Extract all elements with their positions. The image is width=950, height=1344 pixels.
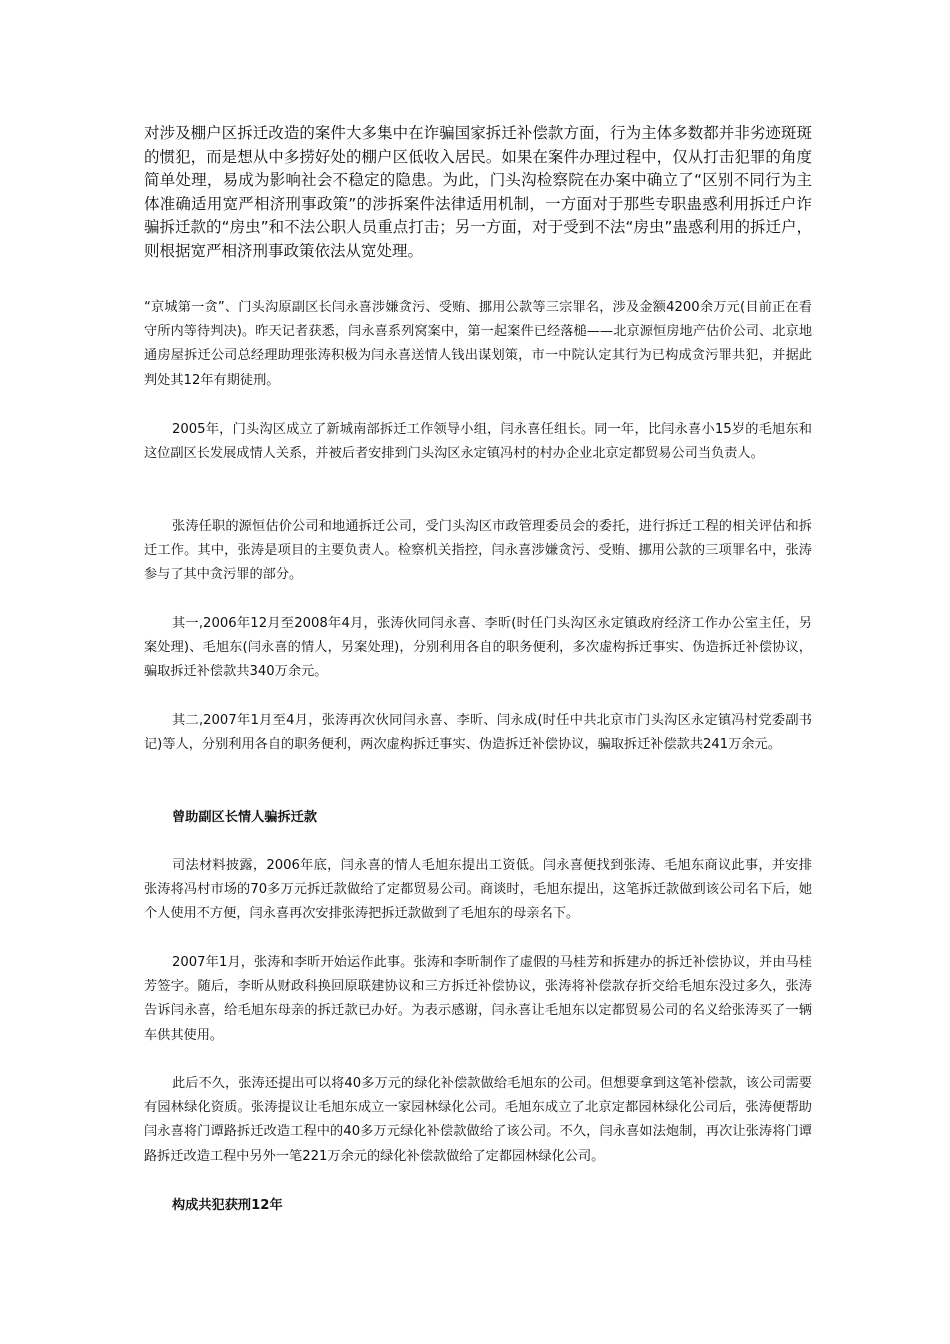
paragraph-january-2007: 2007年1月，张涛和李昕开始运作此事。张涛和李昕制作了虚假的马桂芳和拆建办的拆迁补偿协议，并由马桂芳签字。随后，李昕从财政科换回原联建协议和三方拆迁补偿协议，张涛将补偿款存折交给毛旭东没过多久，张涛告诉闫永喜，给毛旭东母亲的拆迁款已办好。为表示感谢，闫永喜让毛旭东以定都贸易公司的名义给张涛买了一辆车供其使用。 <box>144 955 812 1043</box>
paragraph-background-2005: 2005年，门头沟区成立了新城南部拆迁工作领导小组，闫永喜任组长。同一年，比闫永喜小15岁的毛旭东和这位副区长发展成情人关系，并被后者安排到门头沟区永定镇冯村的村办企业北京定都贸易公司当负责人。 <box>144 422 812 462</box>
paragraph-judicial-materials: 司法材料披露，2006年底，闫永喜的情人毛旭东提出工资低。闫永喜便找到张涛、毛旭东商议此事，并安排张涛将冯村市场的70多万元拆迁款做给了定都贸易公司。商谈时，毛旭东提出，这笔拆迁款做到该公司名下后，她个人使用不方便，闫永喜再次安排张涛把拆迁款做到了毛旭东的母亲名下。 <box>144 858 812 922</box>
paragraph-zhang-tao-role: 张涛任职的源恒估价公司和地通拆迁公司，受门头沟区市政管理委员会的委托，进行拆迁工程的相关评估和拆迁工作。其中，张涛是项目的主要负责人。检察机关指控，闫永喜涉嫌贪污、受贿、挪用公款的三项罪名中，张涛参与了其中贪污罪的部分。 <box>144 519 812 583</box>
section-heading-mistress-fraud: 曾助副区长情人骗拆迁款 <box>172 810 318 825</box>
paragraph-verdict-summary: “京城第一贪”、门头沟原副区长闫永喜涉嫌贪污、受贿、挪用公款等三宗罪名，涉及金额4200余万元(目前正在看守所内等待判决)。昨天记者获悉，闫永喜系列窝案中，第一起案件已经落槌——北京源恒房地产估价公司、北京地通房屋拆迁公司总经理助理张涛积极为闫永喜送情人钱出谋划策，市一中院认定其行为已构成贪污罪共犯，并据此判处其12年有期徒刑。 <box>144 300 812 388</box>
paragraph-greening-compensation: 此后不久，张涛还提出可以将40多万元的绿化补偿款做给毛旭东的公司。但想要拿到这笔补偿款，该公司需要有园林绿化资质。张涛提议让毛旭东成立一家园林绿化公司。毛旭东成立了北京定都园林绿化公司后，张涛便帮助闫永喜将门谭路拆迁改造工程中的40多万元绿化补偿款做给了该公司。不久，闫永喜如法炮制，再次让张涛将门谭路拆迁改造工程中另外一笔221万余元的绿化补偿款做给了定都园林绿化公司。 <box>144 1076 812 1164</box>
paragraph-charge-two: 其二,2007年1月至4月，张涛再次伙同闫永喜、李昕、闫永成(时任中共北京市门头沟区永定镇冯村党委副书记)等人，分别利用各自的职务便利，两次虚构拆迁事实、伪造拆迁补偿协议，骗取拆迁补偿款共241万余元。 <box>144 713 812 753</box>
section-heading-sentence: 构成共犯获刑12年 <box>172 1198 283 1213</box>
paragraph-charge-one: 其一,2006年12月至2008年4月，张涛伙同闫永喜、李昕(时任门头沟区永定镇政府经济工作办公室主任，另案处理)、毛旭东(闫永喜的情人，另案处理)，分别利用各自的职务便利，多次虚构拆迁事实、伪造拆迁补偿协议，骗取拆迁补偿款共340万余元。 <box>144 616 812 680</box>
lead-paragraph: 对涉及棚户区拆迁改造的案件大多集中在诈骗国家拆迁补偿款方面，行为主体多数都并非劣迹斑斑的惯犯，而是想从中多捞好处的棚户区低收入居民。如果在案件办理过程中，仅从打击犯罪的角度简单处理，易成为影响社会不稳定的隐患。为此，门头沟检察院在办案中确立了“区别不同行为主体准确适用宽严相济刑事政策”的涉拆案件法律适用机制，一方面对于那些专职蛊惑利用拆迁户诈骗拆迁款的“房虫”和不法公职人员重点打击；另一方面，对于受到不法“房虫”蛊惑利用的拆迁户，则根据宽严相济刑事政策依法从宽处理。 <box>144 124 812 260</box>
